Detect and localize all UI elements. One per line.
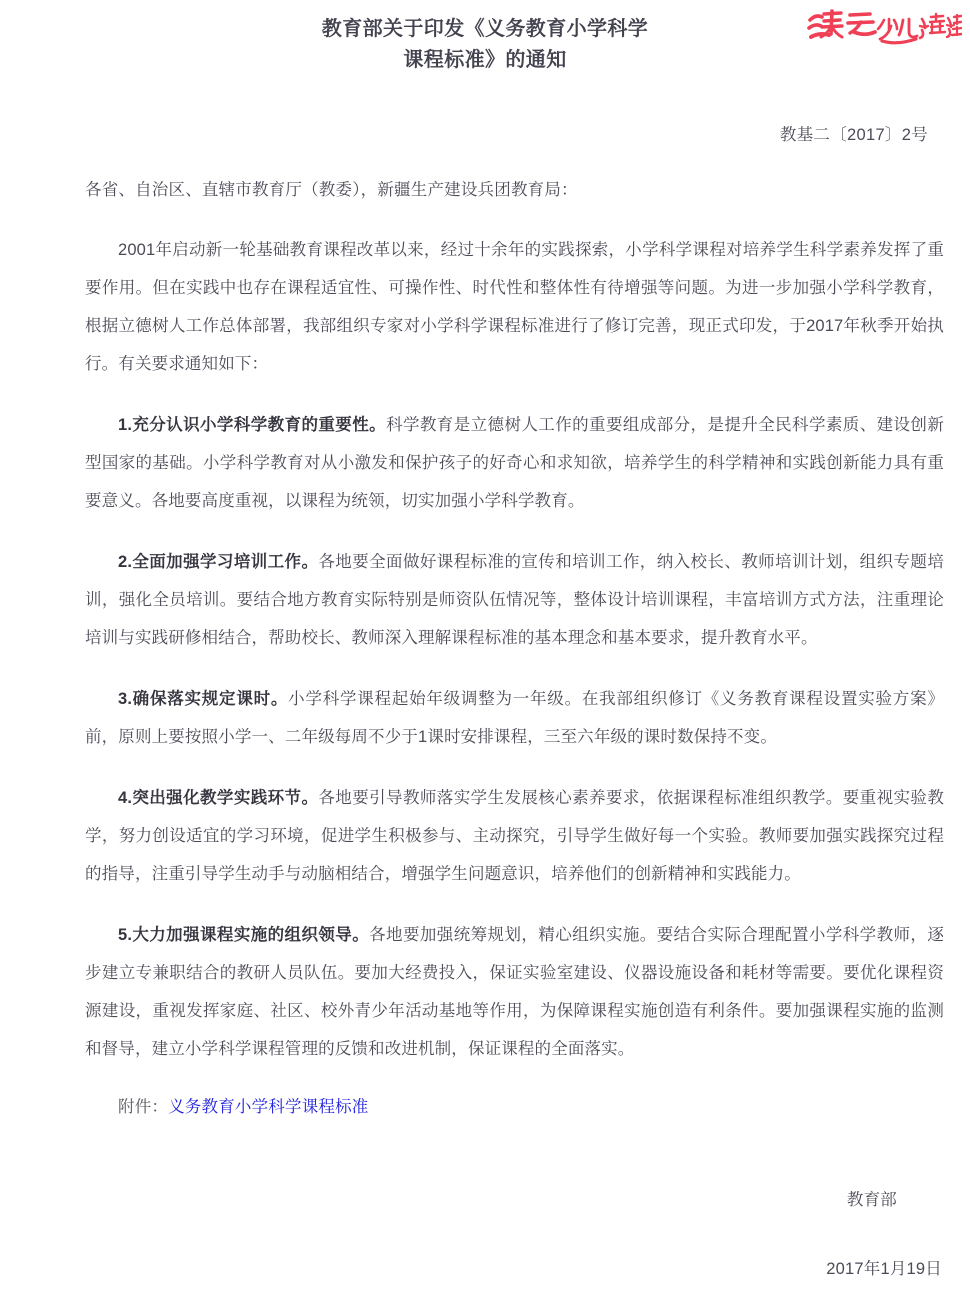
page-title-line-1: 教育部关于印发《义务教育小学科学 — [321, 18, 649, 40]
page-title-line-2: 课程标准》的通知 — [403, 49, 567, 71]
su-yun-kids-programming-logo-icon — [804, 6, 962, 46]
attachment-label: 附件： — [118, 1098, 169, 1116]
document-body — [0, 175, 970, 1123]
section-4 — [85, 779, 946, 893]
section-3-lead: 3.确保落实规定课时。 — [118, 690, 289, 708]
section-1-body: 科学教育是立德树人工作的重要组成部分，是提升全民科学素质、建设创新型国家的基础。小学科学教育对从小激发和保护孩子的好奇心和求知欲，培养学生的科学精神和实践创新能力具有重要意义。各地要高度重视，以课程为统领，切实加强小学科学教育。 — [85, 416, 945, 510]
signature-date: 2017年1月19日 — [826, 1260, 942, 1278]
section-3 — [85, 680, 946, 756]
section-4-lead: 4.突出强化教学实践环节。 — [118, 789, 319, 807]
section-2 — [85, 543, 946, 657]
site-logo[interactable] — [802, 6, 962, 46]
attachment-link[interactable]: 义务教育小学科学课程标准 — [168, 1098, 369, 1116]
section-1 — [85, 406, 946, 520]
salutation: 各省、自治区、直辖市教育厅（教委），新疆生产建设兵团教育局： — [85, 181, 578, 199]
paragraph-intro: 2001年启动新一轮基础教育课程改革以来，经过十余年的实践探索，小学科学课程对培养学生科学素养发挥了重要作用。但在实践中也存在课程适宜性、可操作性、时代性和整体性有待增强等问题。为进一步加强小学科学教育，根据立德树人工作总体部署，我部组织专家对小学科学课程标准进行了修订完善，现正式印发，于2017年秋季开始执行。有关要求通知如下： — [85, 241, 944, 373]
section-5-lead: 5.大力加强课程实施的组织领导。 — [118, 926, 370, 944]
document-number: 教基二〔2017〕2号 — [779, 126, 928, 144]
section-1-lead: 1.充分认识小学科学教育的重要性。 — [118, 416, 387, 434]
section-5 — [85, 916, 946, 1068]
attachment-row — [85, 1091, 946, 1123]
section-2-lead: 2.全面加强学习培训工作。 — [118, 553, 319, 571]
signature-organization: 教育部 — [846, 1191, 897, 1209]
section-4-body: 各地要引导教师落实学生发展核心素养要求，依据课程标准组织教学。要重视实验教学，努力创设适宜的学习环境，促进学生积极参与、主动探究，引导学生做好每一个实验。教师要加强实践探究过程的指导，注重引导学生动手与动脑相结合，增强学生问题意识，培养他们的创新精神和实践能力。 — [85, 789, 944, 883]
section-2-body: 各地要全面做好课程标准的宣传和培训工作，纳入校长、教师培训计划，组织专题培训，强化全员培训。要结合地方教育实际特别是师资队伍情况等，整体设计培训课程，丰富培训方式方法，注重理论培训与实践研修相结合，帮助校长、教师深入理解课程标准的基本理念和基本要求，提升教育水平。 — [85, 553, 944, 647]
section-5-body: 各地要加强统筹规划，精心组织实施。要结合实际合理配置小学科学教师，逐步建立专兼职结合的教研人员队伍。要加大经费投入，保证实验室建设、仪器设施设备和耗材等需要。要优化课程资源建设，重视发挥家庭、社区、校外青少年活动基地等作用，为保障课程实施创造有利条件。要加强课程实施的监测和督导，建立小学科学课程管理的反馈和改进机制，保证课程的全面落实。 — [85, 926, 944, 1058]
section-3-body: 小学科学课程起始年级调整为一年级。在我部组织修订《义务教育课程设置实验方案》前，原则上要按照小学一、二年级每周不少于1课时安排课程，三至六年级的课时数保持不变。 — [85, 690, 944, 746]
